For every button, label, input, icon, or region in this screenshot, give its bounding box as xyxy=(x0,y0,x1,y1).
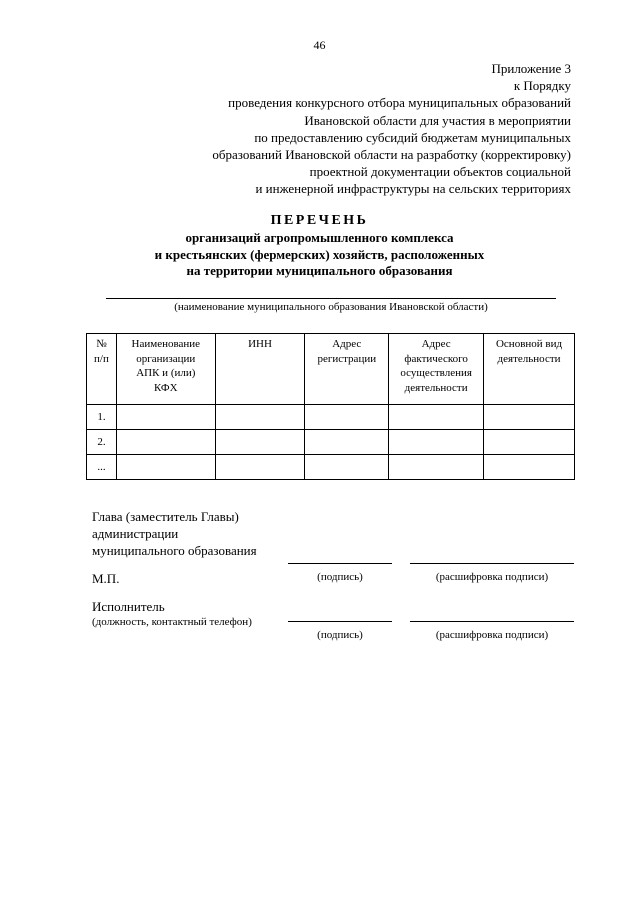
appendix-line: к Порядку xyxy=(513,78,571,94)
head-line: муниципального образования xyxy=(92,543,257,558)
header-text: № xyxy=(96,338,107,350)
header-text: фактического xyxy=(404,352,468,365)
title-line: на территории муниципального образования xyxy=(186,263,453,278)
header-text: осуществления xyxy=(400,367,472,379)
executor-caption: (должность, контактный телефон) xyxy=(92,616,252,628)
appendix-line: образований Ивановской области на разработку (корректировку) xyxy=(212,147,571,163)
table-cell[interactable] xyxy=(215,405,305,430)
table-cell[interactable] xyxy=(389,455,484,480)
table-cell[interactable] xyxy=(116,430,215,455)
appendix-line: проектной документации объектов социальной xyxy=(309,164,571,180)
seal-mark: М.П. xyxy=(92,571,120,586)
table-cell[interactable] xyxy=(389,430,484,455)
document-title xyxy=(0,212,639,280)
decoding-caption: (расшифровка подписи) xyxy=(435,571,549,583)
header-text: организации xyxy=(136,352,196,365)
table-cell[interactable] xyxy=(116,455,215,480)
appendix-reference xyxy=(91,60,571,198)
table-row xyxy=(87,455,575,480)
table-cell[interactable] xyxy=(305,430,389,455)
title-line: и крестьянских (фермерских) хозяйств, расположенных xyxy=(154,246,485,262)
table-cell[interactable] xyxy=(484,430,575,455)
header-text: регистрации xyxy=(317,352,377,365)
title-heading: ПЕРЕЧЕНЬ xyxy=(270,213,369,228)
appendix-line: Ивановской области для участия в мероприятии xyxy=(304,112,571,128)
appendix-line: и инженерной инфраструктуры на сельских территориях xyxy=(255,181,571,197)
table-row xyxy=(87,430,575,455)
table-cell[interactable] xyxy=(305,405,389,430)
table-cell[interactable] xyxy=(215,455,305,480)
executor-label: Исполнитель xyxy=(92,599,165,614)
organizations-table xyxy=(86,333,575,480)
head-signature-line[interactable] xyxy=(288,563,392,564)
table-header-row xyxy=(87,334,575,405)
table-cell[interactable] xyxy=(484,405,575,430)
header-text: АПК и (или) xyxy=(136,367,196,379)
row-number: 1. xyxy=(87,405,117,430)
table-cell[interactable] xyxy=(484,455,575,480)
appendix-line: проведения конкурсного отбора муниципальных образований xyxy=(228,95,571,111)
executor-signature-line[interactable] xyxy=(288,621,392,622)
header-text: Адрес xyxy=(332,338,362,350)
executor-decoding-line[interactable] xyxy=(410,621,574,622)
table-row xyxy=(87,405,575,430)
head-of-administration-label xyxy=(92,508,257,559)
row-number: 2. xyxy=(87,430,117,455)
row-number: ... xyxy=(87,455,117,480)
header-main-activity xyxy=(484,334,575,405)
header-text: ИНН xyxy=(248,338,272,350)
header-text: деятельности xyxy=(497,352,561,365)
table-cell[interactable] xyxy=(116,405,215,430)
header-inn xyxy=(215,334,305,405)
header-number xyxy=(87,334,117,405)
table-cell[interactable] xyxy=(305,455,389,480)
appendix-line: Приложение 3 xyxy=(491,61,571,76)
header-text: КФХ xyxy=(154,381,178,394)
table-cell[interactable] xyxy=(389,405,484,430)
header-text: деятельности xyxy=(404,381,468,394)
decoding-caption: (расшифровка подписи) xyxy=(435,629,549,641)
signature-caption: (подпись) xyxy=(317,629,363,641)
head-line: Глава (заместитель Главы) xyxy=(92,509,239,524)
header-org-name xyxy=(116,334,215,405)
page-number: 46 xyxy=(313,38,326,52)
title-line: организаций агропромышленного комплекса xyxy=(185,230,454,245)
header-text: Основной вид xyxy=(495,338,563,350)
municipality-fill-line[interactable] xyxy=(106,298,556,299)
header-actual-address xyxy=(389,334,484,405)
header-text: Адрес xyxy=(421,338,451,350)
table-cell[interactable] xyxy=(215,430,305,455)
head-line: администрации xyxy=(92,526,179,541)
header-text: п/п xyxy=(94,352,109,365)
header-text: Наименование xyxy=(131,338,201,350)
signature-caption: (подпись) xyxy=(317,571,363,583)
appendix-line: по предоставлению субсидий бюджетам муниципальных xyxy=(254,129,571,145)
head-decoding-line[interactable] xyxy=(410,563,574,564)
header-registration-address xyxy=(305,334,389,405)
municipality-caption: (наименование муниципального образования Ивановской области) xyxy=(174,301,488,313)
